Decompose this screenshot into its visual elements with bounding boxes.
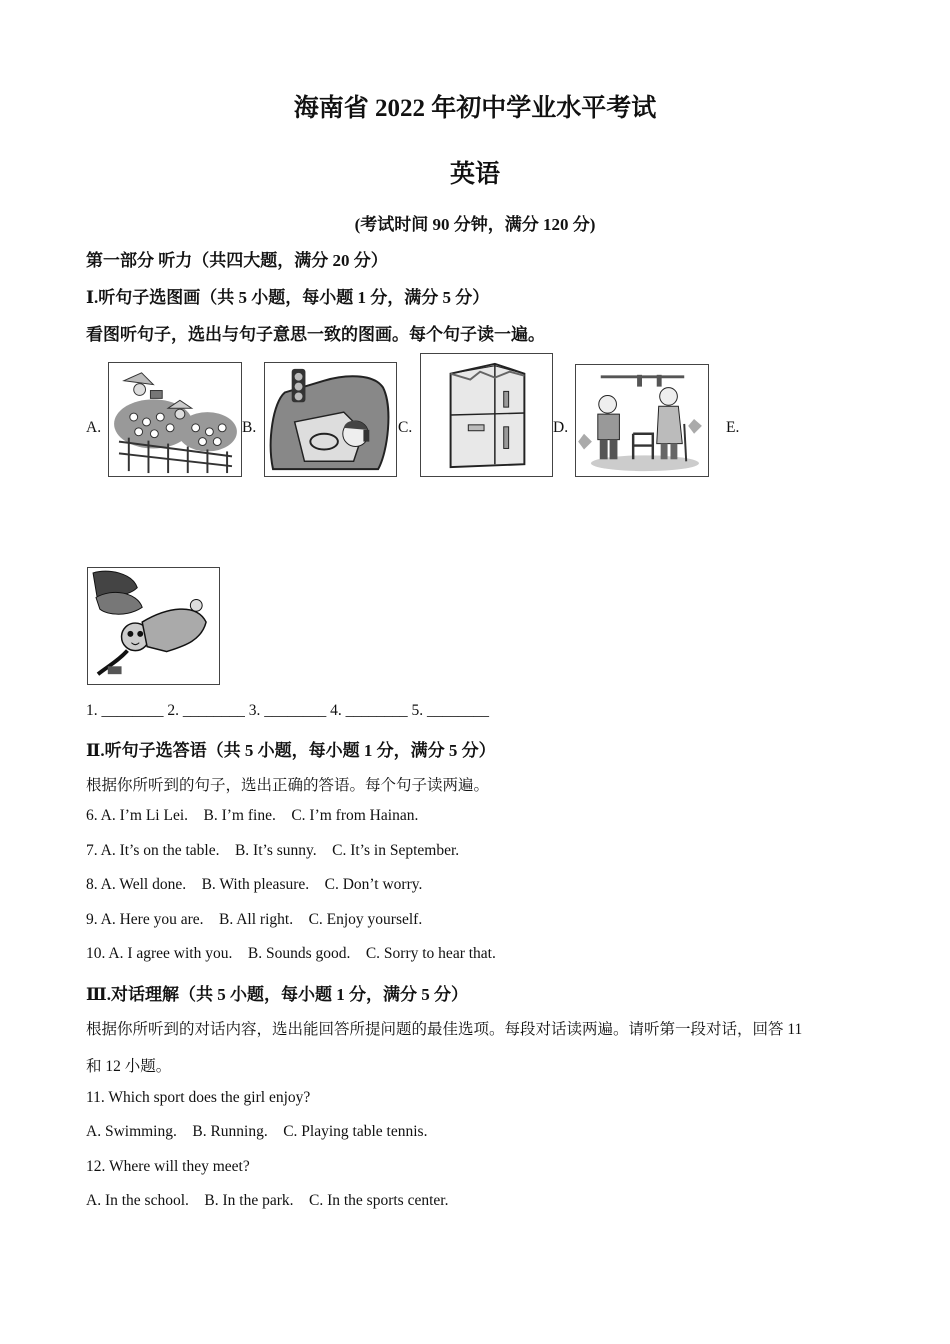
picture-label-d: D. <box>553 419 569 436</box>
section2-heading: Ⅱ.听句子选答语（共 5 小题，每小题 1 分，满分 5 分） <box>86 741 496 760</box>
question-12-options: A. In the school. B. In the park. C. In the sports center. <box>86 1192 449 1209</box>
subject-title: 英语 <box>449 161 500 188</box>
exam-title: 海南省 2022 年初中学业水平考试 <box>293 95 657 122</box>
answer-blanks: 1. ________ 2. ________ 3. ________ 4. ________ 5. ________ <box>86 702 489 719</box>
section1-heading: Ⅰ.听句子选图画（共 5 小题，每小题 1 分，满分 5 分） <box>86 288 490 307</box>
part1-heading: 第一部分 听力（共四大题，满分 20 分） <box>86 251 388 270</box>
section2-instruction: 根据你所听到的句子，选出正确的答语。每个句子读两遍。 <box>86 777 490 794</box>
question-10: 10. A. I agree with you. B. Sounds good. C. Sorry to hear that. <box>86 945 496 962</box>
question-8: 8. A. Well done. B. With pleasure. C. Don’t worry. <box>86 876 423 893</box>
question-12: 12. Where will they meet? <box>86 1158 250 1175</box>
section3-instruction-line2: 和 12 小题。 <box>86 1058 172 1075</box>
picture-label-e: E. <box>726 419 740 436</box>
question-11-options: A. Swimming. B. Running. C. Playing table tennis. <box>86 1123 428 1140</box>
picture-e-monkey-king-image <box>87 567 220 685</box>
exam-info: (考试时间 90 分钟，满分 120 分) <box>354 215 596 234</box>
question-7: 7. A. It’s on the table. B. It’s sunny. C. It’s in September. <box>86 842 460 859</box>
section3-heading: Ⅲ.对话理解（共 5 小题，每小题 1 分，满分 5 分） <box>86 985 468 1004</box>
picture-a-farm-image <box>108 362 242 477</box>
picture-c-fridge-image <box>420 353 553 477</box>
picture-label-a: A. <box>86 419 102 436</box>
picture-label-c: C. <box>398 419 413 436</box>
question-11: 11. Which sport does the girl enjoy? <box>86 1089 311 1106</box>
question-6: 6. A. I’m Li Lei. B. I’m fine. C. I’m from Hainan. <box>86 807 419 824</box>
picture-b-driver-image <box>264 362 397 477</box>
picture-label-b: B. <box>242 419 257 436</box>
question-9: 9. A. Here you are. B. All right. C. Enjoy yourself. <box>86 911 423 928</box>
picture-d-bus-seat-image <box>575 364 709 477</box>
section3-instruction-line1: 根据你所听到的对话内容，选出能回答所提问题的最佳选项。每段对话读两遍。请听第一段对话，回答 11 <box>86 1021 803 1038</box>
section1-instruction: 看图听句子，选出与句子意思一致的图画。每个句子读一遍。 <box>86 325 545 344</box>
